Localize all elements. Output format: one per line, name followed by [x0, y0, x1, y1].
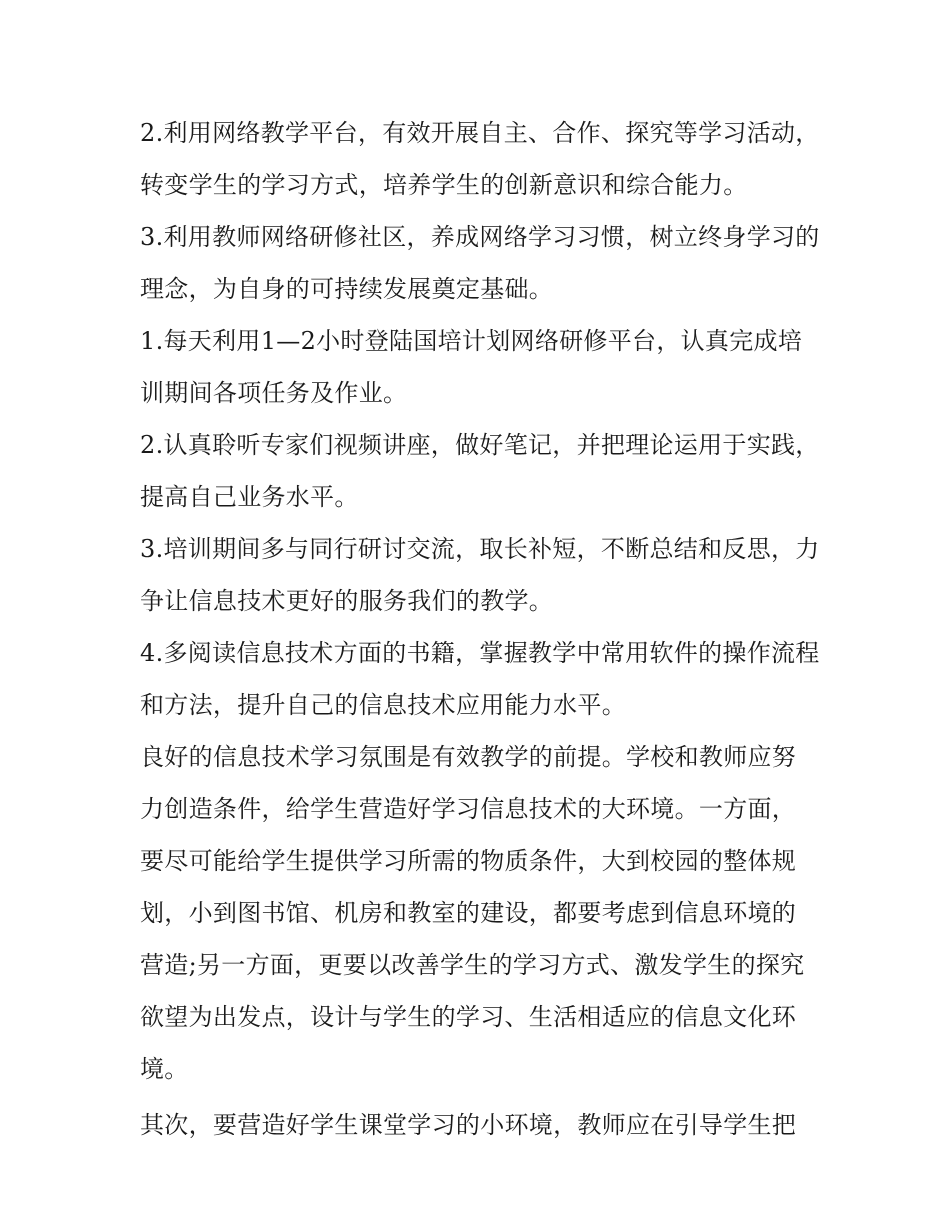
paragraph-8: 其次，要营造好学生课堂学习的小环境，教师应在引导学生把: [140, 1111, 797, 1139]
paragraph-5: 3.培训期间多与同行研讨交流，取长补短，不断总结和反思，力争让信息技术更好的服务我们的教学。: [140, 535, 820, 615]
paragraph-1: 2.利用网络教学平台，有效开展自主、合作、探究等学习活动，转变学生的学习方式，培养学生的创新意识和综合能力。: [140, 119, 820, 199]
document-body: [140, 107, 820, 1151]
paragraph-6: 4.多阅读信息技术方面的书籍，掌握教学中常用软件的操作流程和方法，提升自己的信息技术应用能力水平。: [140, 639, 820, 719]
paragraph-4: 2.认真聆听专家们视频讲座，做好笔记，并把理论运用于实践，提高自己业务水平。: [140, 431, 820, 511]
paragraph-3: 1.每天利用1—2小时登陆国培计划网络研修平台，认真完成培训期间各项任务及作业。: [140, 327, 803, 407]
paragraph-7: 良好的信息技术学习氛围是有效教学的前提。学校和教师应努力创造条件，给学生营造好学习信息技术的大环境。一方面，要尽可能给学生提供学习所需的物质条件，大到校园的整体规划，小到图书馆、机房和教室的建设，都要考虑到信息环境的营造;另一方面，更要以改善学生的学习方式、激发学生的探究欲望为出发点，设计与学生的学习、生活相适应的信息文化环境。: [140, 743, 805, 1083]
paragraph-2: 3.利用教师网络研修社区，养成网络学习习惯，树立终身学习的理念，为自身的可持续发展奠定基础。: [140, 223, 820, 303]
